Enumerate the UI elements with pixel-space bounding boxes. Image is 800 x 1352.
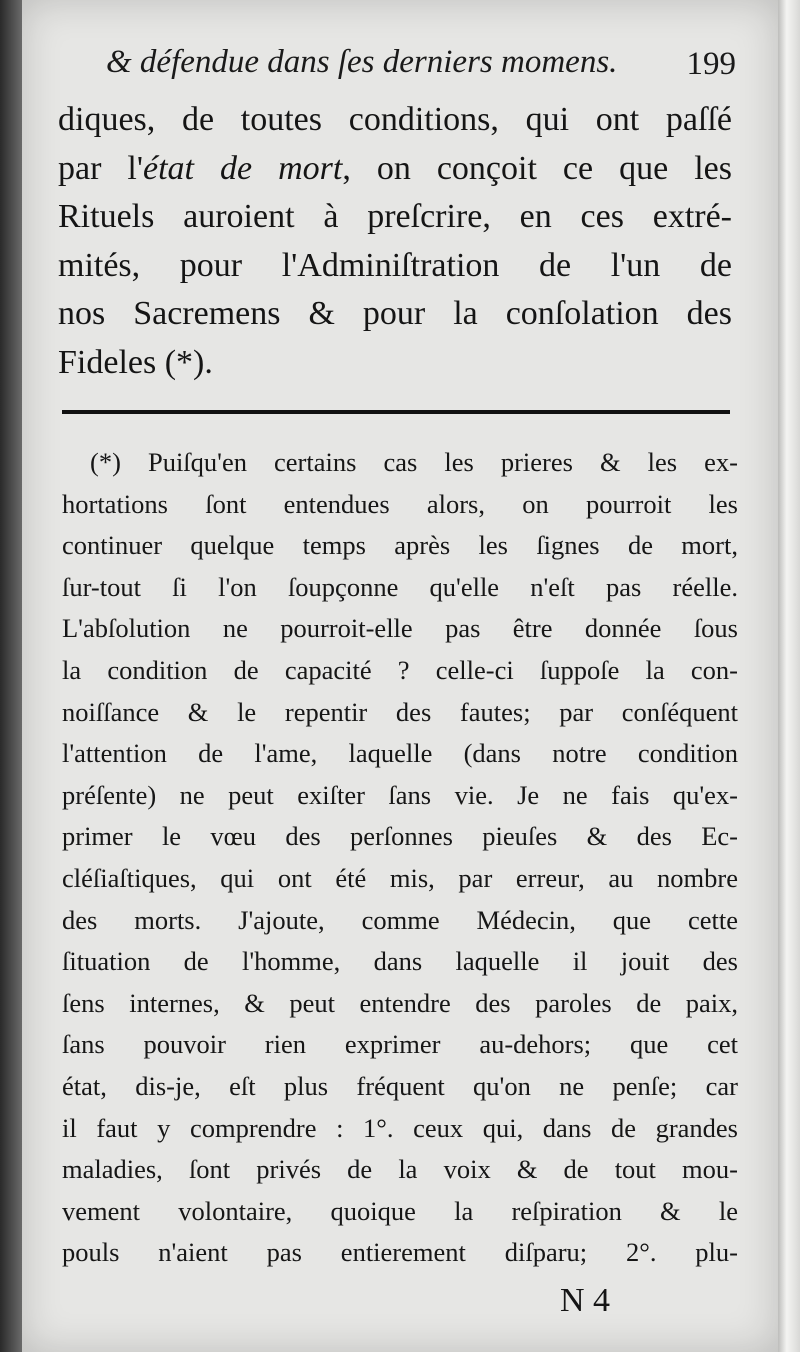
signature-mark: N 4 xyxy=(560,1282,611,1319)
footnote-line: hortations ſont entendues alors, on pourroit les xyxy=(62,488,738,519)
footnote-line: ſur-tout ſi l'on ſoupçonne qu'elle n'eſt pas réelle. xyxy=(62,571,738,602)
right-page-edge xyxy=(778,0,800,1352)
main-line-start: par l' xyxy=(58,149,143,187)
footnote-line: il faut y comprendre : 1°. ceux qui, dans de grandes xyxy=(62,1112,738,1143)
main-line xyxy=(58,145,732,194)
footnote-separator-rule xyxy=(62,410,730,414)
footnote-line: état, dis-je, eſt plus fréquent qu'on ne penſe; car xyxy=(62,1070,738,1101)
footnote-line: continuer quelque temps après les ſignes de mort, xyxy=(62,530,738,561)
main-line: Fideles (*). xyxy=(58,343,213,381)
footnote-line: l'attention de l'ame, laquelle (dans notre condition xyxy=(62,738,738,769)
left-page-edge xyxy=(0,0,22,1352)
footnote-line: (*) Puiſqu'en certains cas les prieres & les ex- xyxy=(90,447,738,477)
main-line: diques, de toutes conditions, qui ont paſſé xyxy=(58,101,732,138)
main-line: Rituels auroient à preſcrire, en ces extré- xyxy=(58,198,732,236)
footnote-line: noiſſance & le repentir des fautes; par conſéquent xyxy=(62,696,738,727)
footnote-line: ſituation de l'homme, dans laquelle il jouit des xyxy=(62,946,738,977)
footnote-line: vement volontaire, quoique la reſpiration & le xyxy=(62,1195,738,1226)
footnote-line: L'abſolution ne pourroit-elle pas être donnée ſous xyxy=(62,613,738,644)
italic-phrase: état de mort xyxy=(143,149,343,187)
footnote-line: primer le vœu des perſonnes pieuſes & des Ec- xyxy=(62,821,738,852)
main-line: nos Sacremens & pour la conſolation des xyxy=(58,295,732,333)
footnote-line: ſans pouvoir rien exprimer au-dehors; que cet xyxy=(62,1029,738,1060)
footnote-line: des morts. J'ajoute, comme Médecin, que cette xyxy=(62,904,738,935)
running-header xyxy=(86,40,736,90)
footnote-line: préſente) ne peut exiſter ſans vie. Je ne fais qu'ex- xyxy=(62,779,738,810)
running-title: & défendue dans ſes derniers momens. xyxy=(106,44,618,80)
main-line: mités, pour l'Adminiſtration de l'un de xyxy=(58,246,732,284)
footnote-line: ſens internes, & peut entendre des paroles de paix, xyxy=(62,987,738,1018)
main-text xyxy=(58,96,732,388)
footnote-line: cléſiaſtiques, qui ont été mis, par erreur, au nombre xyxy=(62,862,738,893)
main-line-end: , on conçoit ce que les xyxy=(342,149,732,187)
footnote-line: pouls n'aient pas entierement diſparu; 2°. plu- xyxy=(62,1237,738,1268)
footnote-line: la condition de capacité ? celle-ci ſuppoſe la con- xyxy=(62,654,738,685)
footnote-line: maladies, ſont privés de la voix & de tout mou- xyxy=(62,1154,738,1185)
footnote xyxy=(62,442,738,1274)
page-number: 199 xyxy=(686,46,736,82)
